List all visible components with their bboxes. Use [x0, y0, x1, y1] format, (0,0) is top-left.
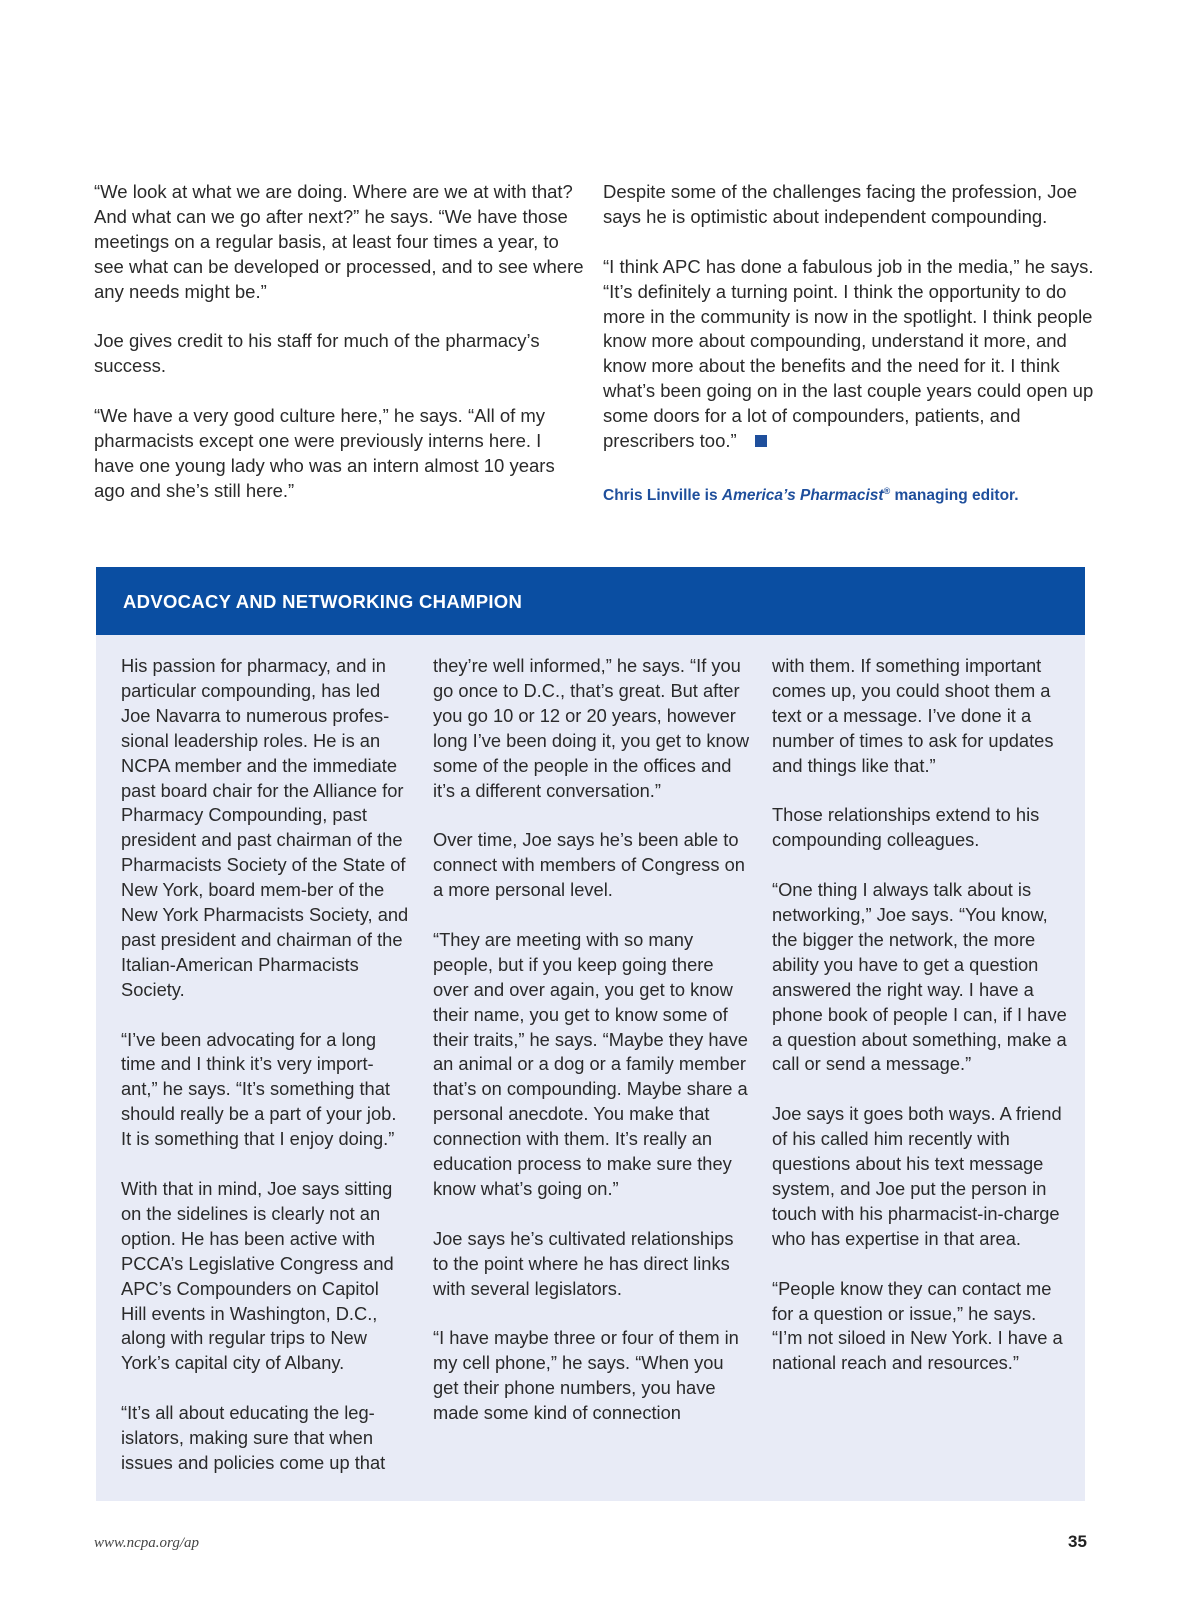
- sidebar-box: [96, 567, 1085, 1501]
- sidebar-paragraph: Joe says he’s cultivated relationships to the point where he has direct links with several legislators.: [433, 1227, 734, 1299]
- article-right-column: [603, 180, 1101, 507]
- sidebar-paragraph: they’re well informed,” he says. “If you go once to D.C., that’s great. But after you go 10 or 12 or 20 years, however long I’ve been doing it, you get to know some of the people in the offices and it’s a different conversation.”: [433, 655, 750, 801]
- article-paragraph-final: [603, 255, 1101, 454]
- sidebar-paragraph: Joe says it goes both ways. A friend of his called him recently with questions about his text message system, and Joe put the person in touch with his pharmacist-in-charge who has expertise in that area.: [772, 1103, 1062, 1249]
- footer-url[interactable]: www.ncpa.org/ap: [94, 1535, 200, 1551]
- sidebar-paragraph: His passion for pharmacy, and in particular compounding, has led Joe Navarra to numerous profes-sional leadership roles. He is an NCPA member and the immediate past board chair for the Alliance for Pharmacy Compounding, past president and past chairman of the Pharmacists Society of the State of New York, board mem-ber of the New York Pharmacists Society, and past president and chairman of the Italian-American Pharmacists Society.: [121, 655, 409, 1000]
- sidebar-paragraph: Over time, Joe says he’s been able to connect with members of Congress on a more personal level.: [433, 829, 745, 901]
- sidebar-header: [96, 567, 1085, 635]
- author-byline: [603, 480, 1101, 507]
- sidebar-paragraph: With that in mind, Joe says sitting on the sidelines is clearly not an option. He has been active with PCCA’s Legislative Congress and APC’s Compounders on Capitol Hill events in Washington, D.C., along with regular trips to New York’s capital city of Albany.: [121, 1178, 394, 1374]
- page-number: 35: [1068, 1532, 1087, 1551]
- article-paragraph: “We have a very good culture here,” he says. “All of my pharmacists except one were previously interns here. I have one young lady who was an intern almost 10 years ago and she’s still here.”: [94, 405, 555, 501]
- sidebar-column-2: [433, 654, 751, 1426]
- sidebar-paragraph: “They are meeting with so many people, but if you keep going there over and over again, you get to know their name, you get to know some of their traits,” he says. “Maybe they have an animal or a dog or a family member that’s on compounding. Maybe share a personal anecdote. You make that connection with them. It’s really an education process to make sure they know what’s going on.”: [433, 928, 748, 1199]
- sidebar-paragraph: “It’s all about educating the leg-islators, making sure that when issues and policies come up that: [121, 1402, 386, 1473]
- sidebar-paragraph: “People know they can contact me for a question or issue,” he says. “I’m not siloed in New York. I have a national reach and resources.”: [772, 1277, 1063, 1374]
- article-paragraph: Despite some of the challenges facing the profession, Joe says he is optimistic about independent compounding.: [603, 181, 1078, 227]
- article-paragraph-text: “I think APC has done a fabulous job in the media,” he says. “It’s definitely a turning point. I think the opportunity to do more in the community is now in the spotlight. I think people know more about compounding, understand it more, and know more about the benefits and the need for it. I think what’s been going on in the last couple years could open up some doors for a lot of compounders, patients, and prescribers too.”: [603, 255, 1094, 452]
- article-paragraph: “We look at what we are doing. Where are we at with that? And what can we go after next?” he says. “We have those meetings on a regular basis, at least four times a year, to see what can be developed or processed, and to see where any needs might be.”: [94, 181, 584, 302]
- sidebar-column-3: [772, 654, 1068, 1376]
- article-left-column: [94, 180, 584, 504]
- sidebar-title: ADVOCACY AND NETWORKING CHAMPION: [123, 591, 523, 612]
- sidebar-paragraph: “One thing I always talk about is networking,” Joe says. “You know, the bigger the network, the more ability you have to get a question answered the right way. I have a phone book of people I can, if I have a question about something, make a call or send a message.”: [772, 879, 1067, 1075]
- article-paragraph: Joe gives credit to his staff for much of the pharmacy’s success.: [94, 330, 540, 377]
- sidebar-column-1: [121, 654, 409, 1476]
- sidebar-paragraph: Those relationships extend to his compounding colleagues.: [772, 804, 1040, 851]
- registered-mark: ®: [883, 485, 891, 496]
- byline-suffix: managing editor.: [890, 487, 1019, 505]
- end-of-article-square-icon: [755, 435, 767, 447]
- byline-publication: America’s Pharmacist: [721, 487, 884, 505]
- byline-prefix: Chris Linville is: [603, 487, 722, 505]
- sidebar-paragraph: with them. If something important comes up, you could shoot them a text or a message. I’ve done it a number of times to ask for updates and things like that.”: [772, 655, 1054, 776]
- sidebar-paragraph: “I’ve been advocating for a long time and I think it’s very import-ant,” he says. “It’s something that should really be a part of your job. It is something that I enjoy doing.”: [121, 1028, 397, 1150]
- sidebar-paragraph: “I have maybe three or four of them in my cell phone,” he says. “When you get their phone numbers, you have made some kind of connection: [433, 1327, 739, 1424]
